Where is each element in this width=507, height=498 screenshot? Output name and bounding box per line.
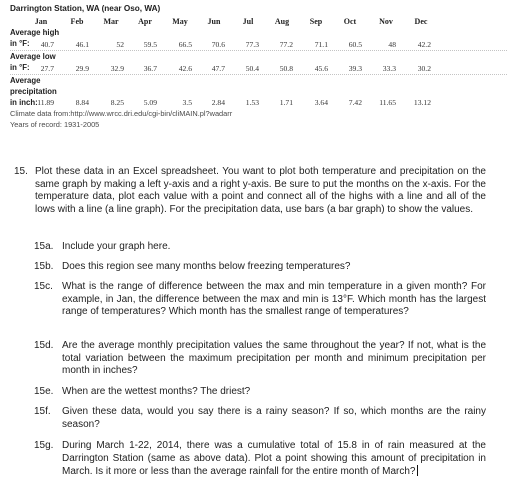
- low-value-cell: 45.6: [314, 64, 328, 73]
- question-15f: [34, 406, 486, 431]
- precip-value-cell: 8.25: [110, 98, 124, 107]
- question-15g[interactable]: [34, 440, 486, 479]
- high-value-cell: 70.6: [211, 40, 225, 49]
- question-number: 15e.: [34, 386, 54, 397]
- high-value-cell: 71.1: [314, 40, 328, 49]
- high-value-cell: 40.7: [40, 40, 54, 49]
- high-value-cell: 77.3: [245, 40, 259, 49]
- text-cursor: [417, 465, 418, 476]
- question-text: Plot these data in an Excel spreadsheet. You want to plot both temperature and precipitation on the same graph by making a left y-axis and a right y-axis. Be sure to put the months on the x-axis. For the temperature data, plot each value with a point and connect all of the highs with a line and all of the lows with a line (a line graph). For the precipitation data, use bars (a bar graph) to show the values.: [35, 166, 486, 215]
- month-header: Jul: [242, 17, 254, 26]
- precip-value-cell: 5.09: [143, 98, 157, 107]
- question-15: [14, 166, 486, 216]
- high-value-cell: 52: [116, 40, 124, 49]
- month-header: Dec: [414, 17, 428, 26]
- question-15e: [34, 386, 486, 399]
- low-value-cell: 27.7: [40, 64, 54, 73]
- high-row-label-2: in °F:: [10, 39, 30, 48]
- low-value-cell: 39.3: [348, 64, 362, 73]
- low-row-label-2: in °F:: [10, 63, 30, 72]
- month-header: Jan: [34, 17, 48, 26]
- high-value-cell: 46.1: [75, 40, 89, 49]
- month-header: Nov: [379, 17, 393, 26]
- high-value-cell: 60.5: [348, 40, 362, 49]
- precip-value-cell: 2.84: [211, 98, 225, 107]
- high-value-cell: 59.5: [143, 40, 157, 49]
- high-value-cell: 66.5: [178, 40, 192, 49]
- years-of-record: Years of record: 1931-2005: [10, 120, 100, 129]
- month-header: Sep: [309, 17, 323, 26]
- question-text: Are the average monthly precipitation values the same throughout the year? If not, what is the total variation between the maximum precipitation per month and minimum precipitation per month in inches?: [62, 340, 486, 377]
- precip-value-cell: 1.71: [279, 98, 293, 107]
- question-text: When are the wettest months? The driest?: [62, 386, 251, 397]
- question-text: Does this region see many months below freezing temperatures?: [62, 261, 351, 272]
- question-15b: [34, 261, 486, 274]
- question-text: Given these data, would you say there is a rainy season? If so, which months are the rainy season?: [62, 406, 486, 430]
- month-header: May: [172, 17, 188, 26]
- row-divider: [10, 74, 507, 75]
- precip-value-cell: 1.53: [245, 98, 259, 107]
- question-text: During March 1-22, 2014, there was a cumulative total of 15.8 in of rain measured at the Darrington Station (same as above data). Plot a point showing this amount of precipitation in March. Is it more or less than the average rainfall for the entire month of March?: [62, 440, 486, 478]
- month-header: Oct: [343, 17, 357, 26]
- question-number: 15b.: [34, 261, 54, 272]
- low-value-cell: 32.9: [110, 64, 124, 73]
- low-value-cell: 50.8: [279, 64, 293, 73]
- precip-row-label-2: precipitation: [10, 87, 57, 96]
- climate-data-section: [0, 0, 507, 132]
- precip-value-cell: 8.84: [75, 98, 89, 107]
- question-number: 15c.: [34, 281, 53, 292]
- precip-row-label-3: in inch:: [10, 98, 38, 107]
- question-text: Include your graph here.: [62, 241, 171, 252]
- question-15d: [34, 340, 486, 378]
- month-header: Feb: [70, 17, 84, 26]
- high-row-label-1: Average high: [10, 28, 60, 37]
- low-value-cell: 42.6: [178, 64, 192, 73]
- low-value-cell: 50.4: [245, 64, 259, 73]
- precip-row-label-1: Average: [10, 76, 41, 85]
- month-header: Mar: [103, 17, 119, 26]
- row-divider: [10, 50, 507, 51]
- question-15a: [34, 241, 486, 254]
- question-number: 15a.: [34, 241, 54, 252]
- source-citation: Climate data from:http://www.wrcc.dri.edu/cgi-bin/cliMAIN.pl?wadarr: [10, 109, 233, 118]
- high-value-cell: 42.2: [417, 40, 431, 49]
- month-header: Apr: [138, 17, 152, 26]
- question-number: 15f.: [34, 406, 51, 417]
- precip-value-cell: 11.89: [37, 98, 54, 107]
- precip-value-cell: 3.64: [314, 98, 328, 107]
- question-number: 15g.: [34, 440, 54, 451]
- question-number: 15d.: [34, 340, 54, 351]
- question-number: 15.: [14, 166, 28, 177]
- high-value-cell: 48: [388, 40, 396, 49]
- precip-value-cell: 3.5: [182, 98, 192, 107]
- low-value-cell: 47.7: [211, 64, 225, 73]
- month-header: Jun: [207, 17, 221, 26]
- station-title: Darrington Station, WA (near Oso, WA): [10, 4, 161, 13]
- month-header: Aug: [274, 17, 290, 26]
- precip-value-cell: 11.65: [379, 98, 396, 107]
- question-text: What is the range of difference between the max and min temperature in a given month? For example, in Jan, the difference between the max and min is 13°F. Which month has the largest range of temperatures? Which month has the smallest range of temperatures?: [62, 281, 486, 318]
- precip-value-cell: 13.12: [413, 98, 431, 107]
- low-row-label-1: Average low: [10, 52, 56, 61]
- low-value-cell: 30.2: [417, 64, 431, 73]
- low-value-cell: 33.3: [382, 64, 396, 73]
- low-value-cell: 36.7: [143, 64, 157, 73]
- question-15c: [34, 281, 486, 319]
- low-value-cell: 29.9: [75, 64, 89, 73]
- high-value-cell: 77.2: [279, 40, 293, 49]
- precip-value-cell: 7.42: [348, 98, 362, 107]
